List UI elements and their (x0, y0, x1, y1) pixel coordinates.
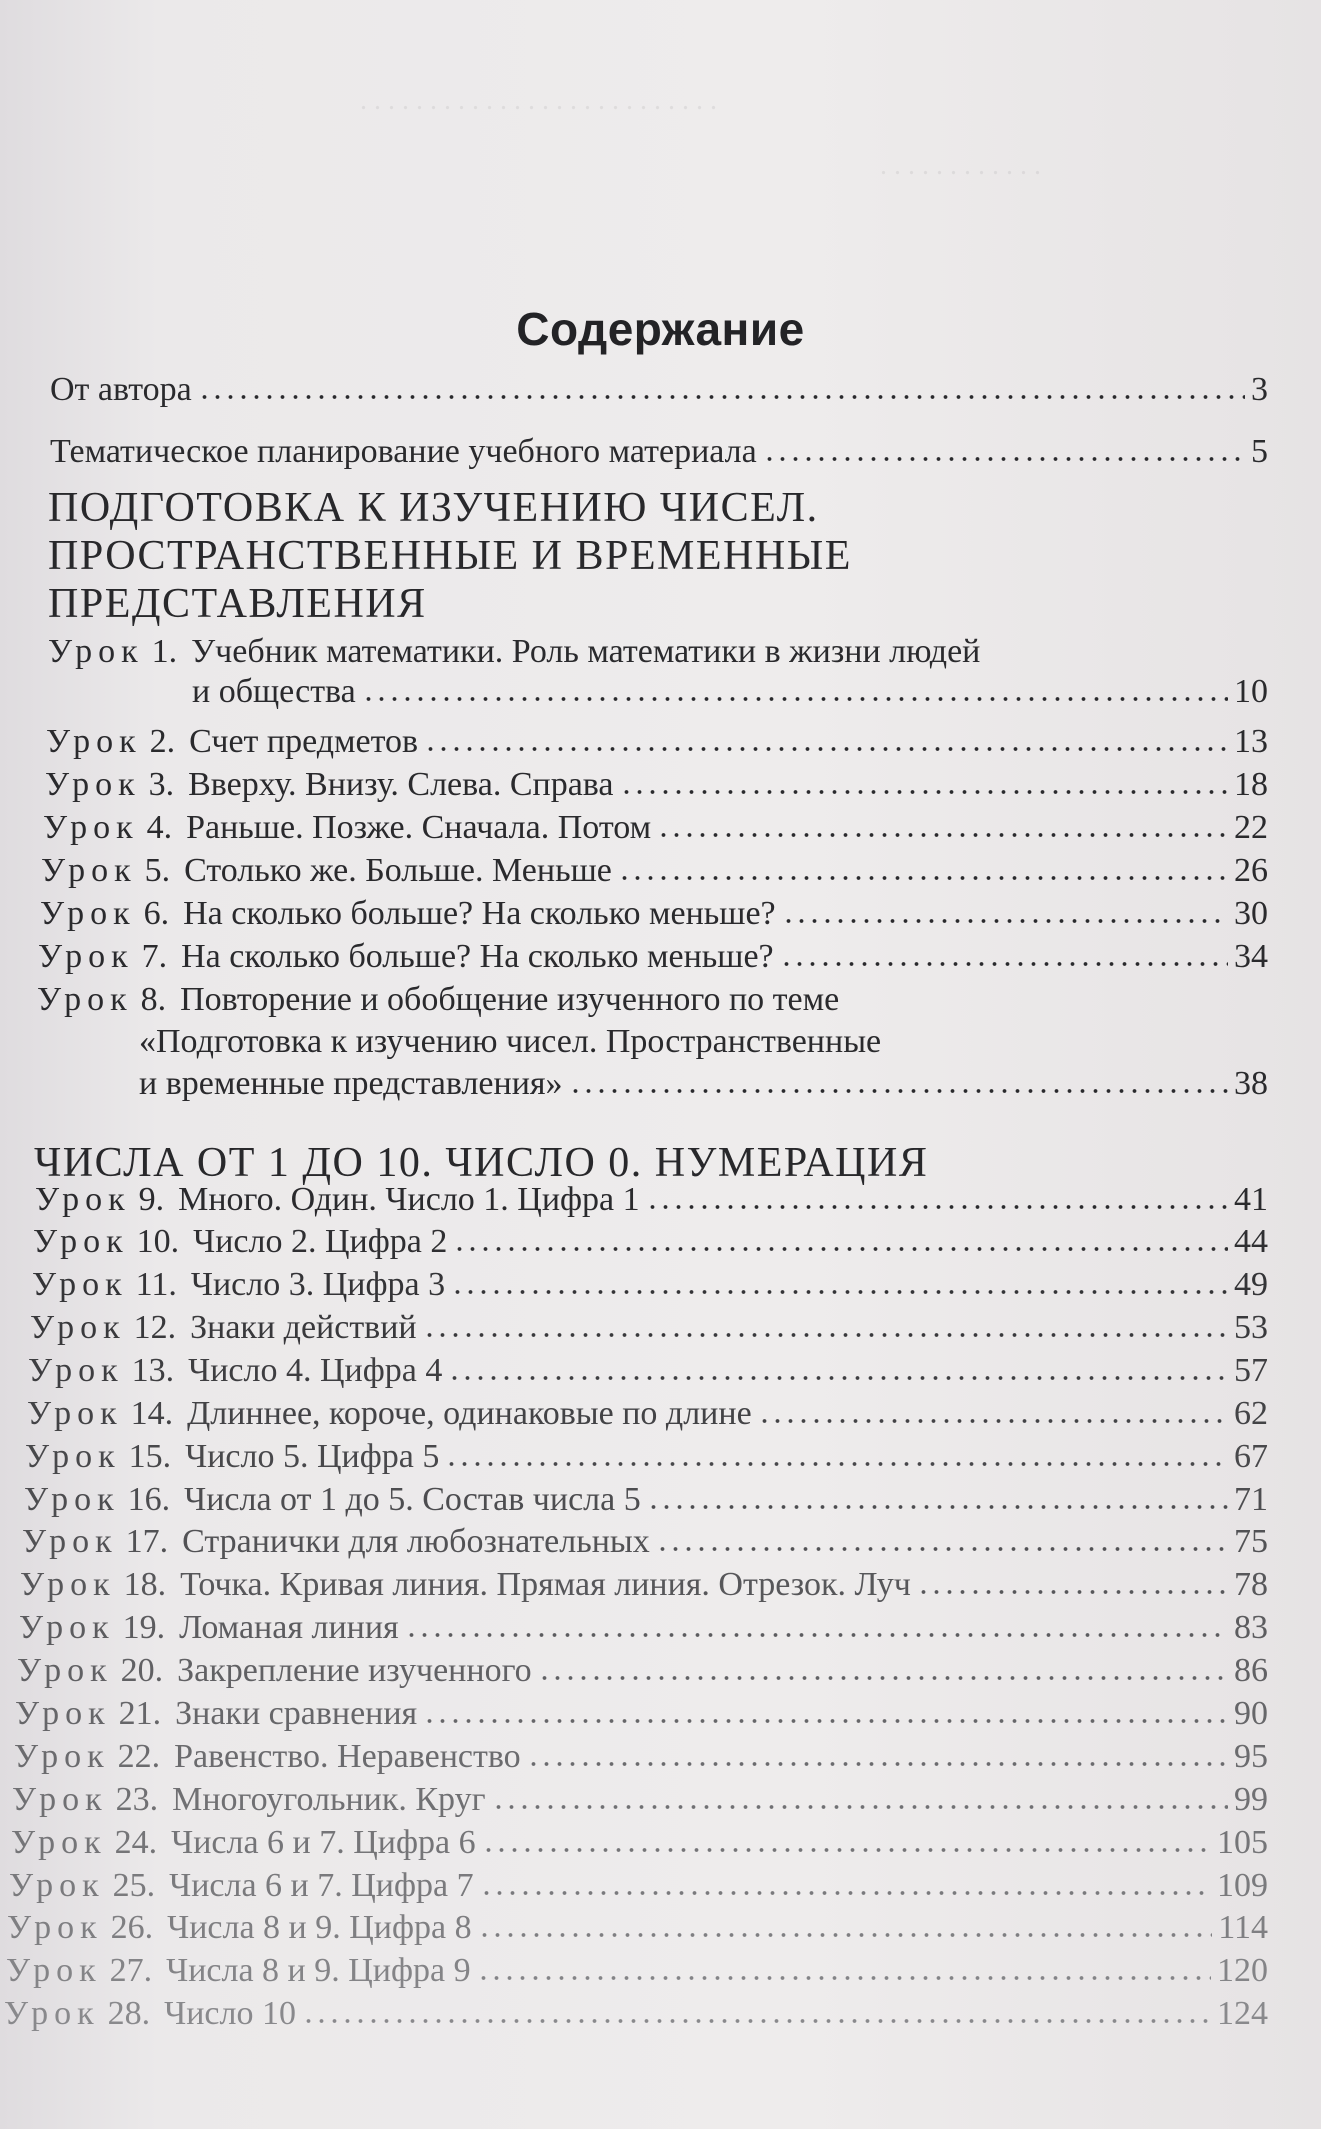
lesson-label: Урок (27, 1395, 123, 1432)
lesson-title: Число 2. Цифра 2 (193, 1223, 448, 1260)
toc-entry (4, 1994, 1268, 2034)
page-number: 95 (1234, 1738, 1268, 1775)
lesson-label: Урок (7, 1909, 103, 1946)
lesson-number: 6. (143, 895, 170, 932)
dot-leader (646, 1204, 1228, 1210)
lesson-number: 10. (136, 1223, 180, 1260)
page-number: 5 (1251, 433, 1268, 470)
toc-entry (43, 808, 1268, 848)
lesson-number: 24. (114, 1824, 158, 1861)
page-number: 124 (1217, 1995, 1268, 2032)
toc-entry (45, 765, 1268, 805)
lesson-title: Вверху. Внизу. Слева. Справа (188, 766, 614, 803)
toc-entry (46, 722, 1268, 762)
toc-entry (6, 1951, 1268, 1991)
lesson-heading (37, 981, 839, 1018)
toc-entry (38, 937, 1268, 977)
lesson-number: 16. (127, 1481, 171, 1518)
page-number: 13 (1234, 723, 1268, 760)
entry-title: От автора (50, 371, 192, 408)
lesson-title: и общества (192, 673, 356, 710)
lesson-label: Урок (28, 1352, 124, 1389)
lesson-number: 8. (140, 981, 167, 1018)
lesson-number: 23. (115, 1781, 159, 1818)
toc-entry (7, 1908, 1268, 1948)
lesson-title: Число 10 (164, 1995, 296, 2032)
page-number: 57 (1234, 1352, 1268, 1389)
page-title: Содержание (516, 303, 805, 355)
lesson-heading (43, 808, 651, 848)
lesson-heading (19, 1608, 399, 1648)
toc-entry (27, 1394, 1268, 1434)
lesson-title: Знаки действий (190, 1309, 417, 1346)
dot-leader (448, 1375, 1228, 1381)
section-heading: ПРОСТРАНСТВЕННЫЕ И ВРЕМЕННЫЕ (48, 533, 852, 579)
lesson-number: 7. (141, 938, 168, 975)
lesson-heading (22, 1522, 650, 1562)
lesson-title: Ломаная линия (179, 1609, 399, 1646)
section-heading: ПРЕДСТАВЛЕНИЯ (48, 581, 427, 627)
lesson-label: Урок (9, 1867, 105, 1904)
dot-leader (480, 1890, 1211, 1896)
dot-leader (423, 1718, 1228, 1724)
lesson-heading (7, 1908, 472, 1948)
toc-entry (40, 894, 1268, 934)
lesson-number: 27. (109, 1952, 153, 1989)
lesson-number: 25. (112, 1867, 156, 1904)
page-number: 86 (1234, 1652, 1268, 1689)
dot-leader (477, 1975, 1211, 1981)
lesson-label: Урок (19, 1609, 115, 1646)
page-number: 75 (1234, 1523, 1268, 1560)
lesson-title: Число 3. Цифра 3 (190, 1266, 446, 1303)
toc-entry (37, 980, 839, 1020)
toc-entry-continuation (192, 672, 1268, 712)
toc-entry (22, 1522, 1268, 1562)
lesson-heading (24, 1480, 641, 1520)
page-number: 114 (1218, 1909, 1268, 1946)
page-number: 105 (1217, 1824, 1268, 1861)
toc-entry-continuation (139, 1064, 1268, 1104)
lesson-title: Число 5. Цифра 5 (185, 1438, 440, 1475)
bleed-through-text: . . . . . . . . . . . . . . . . . . . . . . . . . . (360, 85, 717, 116)
page-number: 18 (1234, 766, 1268, 803)
lesson-label: Урок (11, 1824, 107, 1861)
lesson-heading (6, 1951, 471, 1991)
lesson-heading (45, 765, 614, 805)
dot-leader (917, 1589, 1228, 1595)
lesson-heading (30, 1308, 417, 1348)
lesson-title: Числа 6 и 7. Цифра 6 (171, 1824, 476, 1861)
dot-leader (527, 1761, 1228, 1767)
page-number: 53 (1234, 1309, 1268, 1346)
lesson-title: Странички для любознательных (182, 1523, 650, 1560)
lesson-number: 18. (123, 1566, 167, 1603)
lesson-number: 4. (146, 809, 173, 846)
lesson-heading (28, 1351, 442, 1391)
lesson-title: Закрепление изученного (177, 1652, 532, 1689)
lesson-title: Раньше. Позже. Сначала. Потом (186, 809, 652, 846)
lesson-label: Урок (46, 723, 142, 760)
lesson-title: Числа от 1 до 5. Состав числа 5 (184, 1481, 641, 1518)
page-number: 41 (1234, 1181, 1268, 1218)
lesson-heading (20, 1565, 911, 1605)
page-number: 78 (1234, 1566, 1268, 1603)
lesson-number: 11. (135, 1266, 177, 1303)
lesson-label: Урок (45, 766, 141, 803)
dot-leader (657, 832, 1228, 838)
lesson-heading (4, 1994, 296, 2034)
lesson-label: Урок (48, 633, 144, 670)
page-number: 90 (1234, 1695, 1268, 1732)
lesson-heading (25, 1437, 439, 1477)
lesson-heading (41, 851, 612, 891)
lesson-label: Урок (14, 1738, 110, 1775)
lesson-title: Многоугольник. Круг (172, 1781, 486, 1818)
dot-leader (763, 456, 1245, 462)
toc-entry (41, 851, 1268, 891)
toc-entry (9, 1866, 1268, 1906)
lesson-title: Счет предметов (189, 723, 419, 760)
page-number: 34 (1234, 938, 1268, 975)
lesson-label: Урок (43, 809, 139, 846)
lesson-label: Урок (41, 852, 137, 889)
toc-entry (12, 1780, 1268, 1820)
lesson-label: Урок (33, 1223, 129, 1260)
page-number: 83 (1234, 1609, 1268, 1646)
lesson-title: «Подготовка к изучению чисел. Пространственные (139, 1023, 882, 1060)
toc-entry (50, 370, 1268, 410)
dot-leader (647, 1504, 1228, 1510)
dot-leader (618, 875, 1228, 881)
lesson-number: 9. (138, 1181, 165, 1218)
lesson-heading (9, 1866, 474, 1906)
lesson-label: Урок (37, 981, 133, 1018)
dot-leader (424, 746, 1228, 752)
dot-leader (656, 1546, 1228, 1552)
lesson-title: Равенство. Неравенство (174, 1738, 521, 1775)
dot-leader (782, 918, 1228, 924)
page-number: 49 (1234, 1266, 1268, 1303)
lesson-heading (32, 1265, 445, 1305)
page-number: 99 (1234, 1781, 1268, 1818)
lesson-heading (48, 633, 980, 670)
lesson-label: Урок (6, 1952, 102, 1989)
dot-leader (492, 1804, 1228, 1810)
lesson-label: Урок (25, 1438, 121, 1475)
page-number: 120 (1217, 1952, 1268, 1989)
lesson-heading (35, 1180, 640, 1220)
dot-leader (758, 1418, 1228, 1424)
lesson-number: 21. (118, 1695, 162, 1732)
toc-entry (48, 632, 980, 672)
lesson-number: 17. (125, 1523, 169, 1560)
lesson-label: Урок (15, 1695, 111, 1732)
page-number: 10 (1234, 673, 1268, 710)
dot-leader (302, 2018, 1211, 2024)
lesson-heading (33, 1222, 447, 1262)
lesson-title: Числа 8 и 9. Цифра 9 (166, 1952, 471, 1989)
lesson-title: Длиннее, короче, одинаковые по длине (187, 1395, 752, 1432)
lesson-heading (15, 1694, 417, 1734)
lesson-label: Урок (4, 1995, 100, 2032)
lesson-label: Урок (40, 895, 136, 932)
toc-entry (14, 1737, 1268, 1777)
toc-entry (30, 1308, 1268, 1348)
lesson-title: Число 4. Цифра 4 (188, 1352, 443, 1389)
dot-leader (423, 1332, 1228, 1338)
dot-leader (482, 1847, 1211, 1853)
toc-entry (11, 1823, 1268, 1863)
lesson-label: Урок (32, 1266, 128, 1303)
lesson-number: 3. (148, 766, 175, 803)
lesson-label: Урок (30, 1309, 126, 1346)
lesson-number: 14. (130, 1395, 174, 1432)
lesson-label: Урок (12, 1781, 108, 1818)
lesson-heading (11, 1823, 476, 1863)
lesson-title: Учебник математики. Роль математики в жизни людей (191, 633, 981, 670)
lesson-number: 19. (122, 1609, 166, 1646)
lesson-number: 15. (128, 1438, 172, 1475)
lesson-number: 26. (110, 1909, 154, 1946)
lesson-title: и временные представления» (139, 1065, 563, 1102)
lesson-title: Знаки сравнения (175, 1695, 418, 1732)
lesson-title: На сколько больше? На сколько меньше? (181, 938, 774, 975)
lesson-title: Числа 6 и 7. Цифра 7 (169, 1867, 474, 1904)
dot-leader (478, 1932, 1213, 1938)
lesson-heading (38, 937, 774, 977)
page-number: 3 (1251, 371, 1268, 408)
dot-leader (445, 1461, 1228, 1467)
toc-entry (35, 1180, 1268, 1220)
entry-title: Тематическое планирование учебного материала (50, 433, 757, 470)
lesson-heading (27, 1394, 752, 1434)
dot-leader (569, 1088, 1228, 1094)
lesson-label: Урок (20, 1566, 116, 1603)
toc-entry (19, 1608, 1268, 1648)
lesson-title: На сколько больше? На сколько меньше? (183, 895, 776, 932)
lesson-label: Урок (24, 1481, 120, 1518)
lesson-heading (40, 894, 776, 934)
toc-entry (50, 432, 1268, 472)
lesson-label: Урок (38, 938, 134, 975)
toc-entry (24, 1480, 1268, 1520)
lesson-number: 13. (131, 1352, 175, 1389)
lesson-number: 28. (107, 1995, 151, 2032)
toc-entry (20, 1565, 1268, 1605)
lesson-number: 2. (149, 723, 176, 760)
toc-entry (33, 1222, 1268, 1262)
lesson-label: Урок (35, 1181, 131, 1218)
toc-entry (15, 1694, 1268, 1734)
lesson-title: Числа 8 и 9. Цифра 8 (167, 1909, 472, 1946)
toc-entry-continuation (139, 1022, 881, 1062)
lesson-label: Урок (17, 1652, 113, 1689)
dot-leader (780, 961, 1228, 967)
toc-entry (28, 1351, 1268, 1391)
dot-leader (198, 394, 1245, 400)
lesson-title: Много. Один. Число 1. Цифра 1 (178, 1181, 640, 1218)
dot-leader (538, 1675, 1228, 1681)
page-number: 26 (1234, 852, 1268, 889)
page-number: 71 (1234, 1481, 1268, 1518)
lesson-number: 20. (120, 1652, 164, 1689)
section-heading: ЧИСЛА ОТ 1 ДО 10. ЧИСЛО 0. НУМЕРАЦИЯ (34, 1140, 929, 1186)
lesson-heading (14, 1737, 521, 1777)
page-number: 30 (1234, 895, 1268, 932)
lesson-number: 22. (117, 1738, 161, 1775)
lesson-heading (17, 1651, 532, 1691)
section-heading: ПОДГОТОВКА К ИЗУЧЕНИЮ ЧИСЕЛ. (48, 485, 819, 531)
lesson-title: Точка. Кривая линия. Прямая линия. Отрезок. Луч (180, 1566, 911, 1603)
lesson-heading (46, 722, 418, 762)
lesson-title: Повторение и обобщение изученного по теме (180, 981, 840, 1018)
page-number: 44 (1234, 1223, 1268, 1260)
lesson-number: 12. (133, 1309, 177, 1346)
dot-leader (453, 1246, 1228, 1252)
page-number: 22 (1234, 809, 1268, 846)
lesson-number: 1. (151, 633, 178, 670)
dot-leader (362, 696, 1228, 702)
page-number: 62 (1234, 1395, 1268, 1432)
toc-entry (17, 1651, 1268, 1691)
toc-entry (32, 1265, 1268, 1305)
lesson-title: Столько же. Больше. Меньше (184, 852, 612, 889)
page-number: 67 (1234, 1438, 1268, 1475)
page-number: 109 (1217, 1867, 1268, 1904)
page-number: 38 (1234, 1065, 1268, 1102)
dot-leader (451, 1289, 1228, 1295)
lesson-heading (12, 1780, 486, 1820)
toc-entry (25, 1437, 1268, 1477)
lesson-label: Урок (22, 1523, 118, 1560)
dot-leader (405, 1632, 1228, 1638)
dot-leader (620, 789, 1228, 795)
lesson-number: 5. (144, 852, 171, 889)
bleed-through-text: . . . . . . . . . . . . (880, 150, 1041, 181)
